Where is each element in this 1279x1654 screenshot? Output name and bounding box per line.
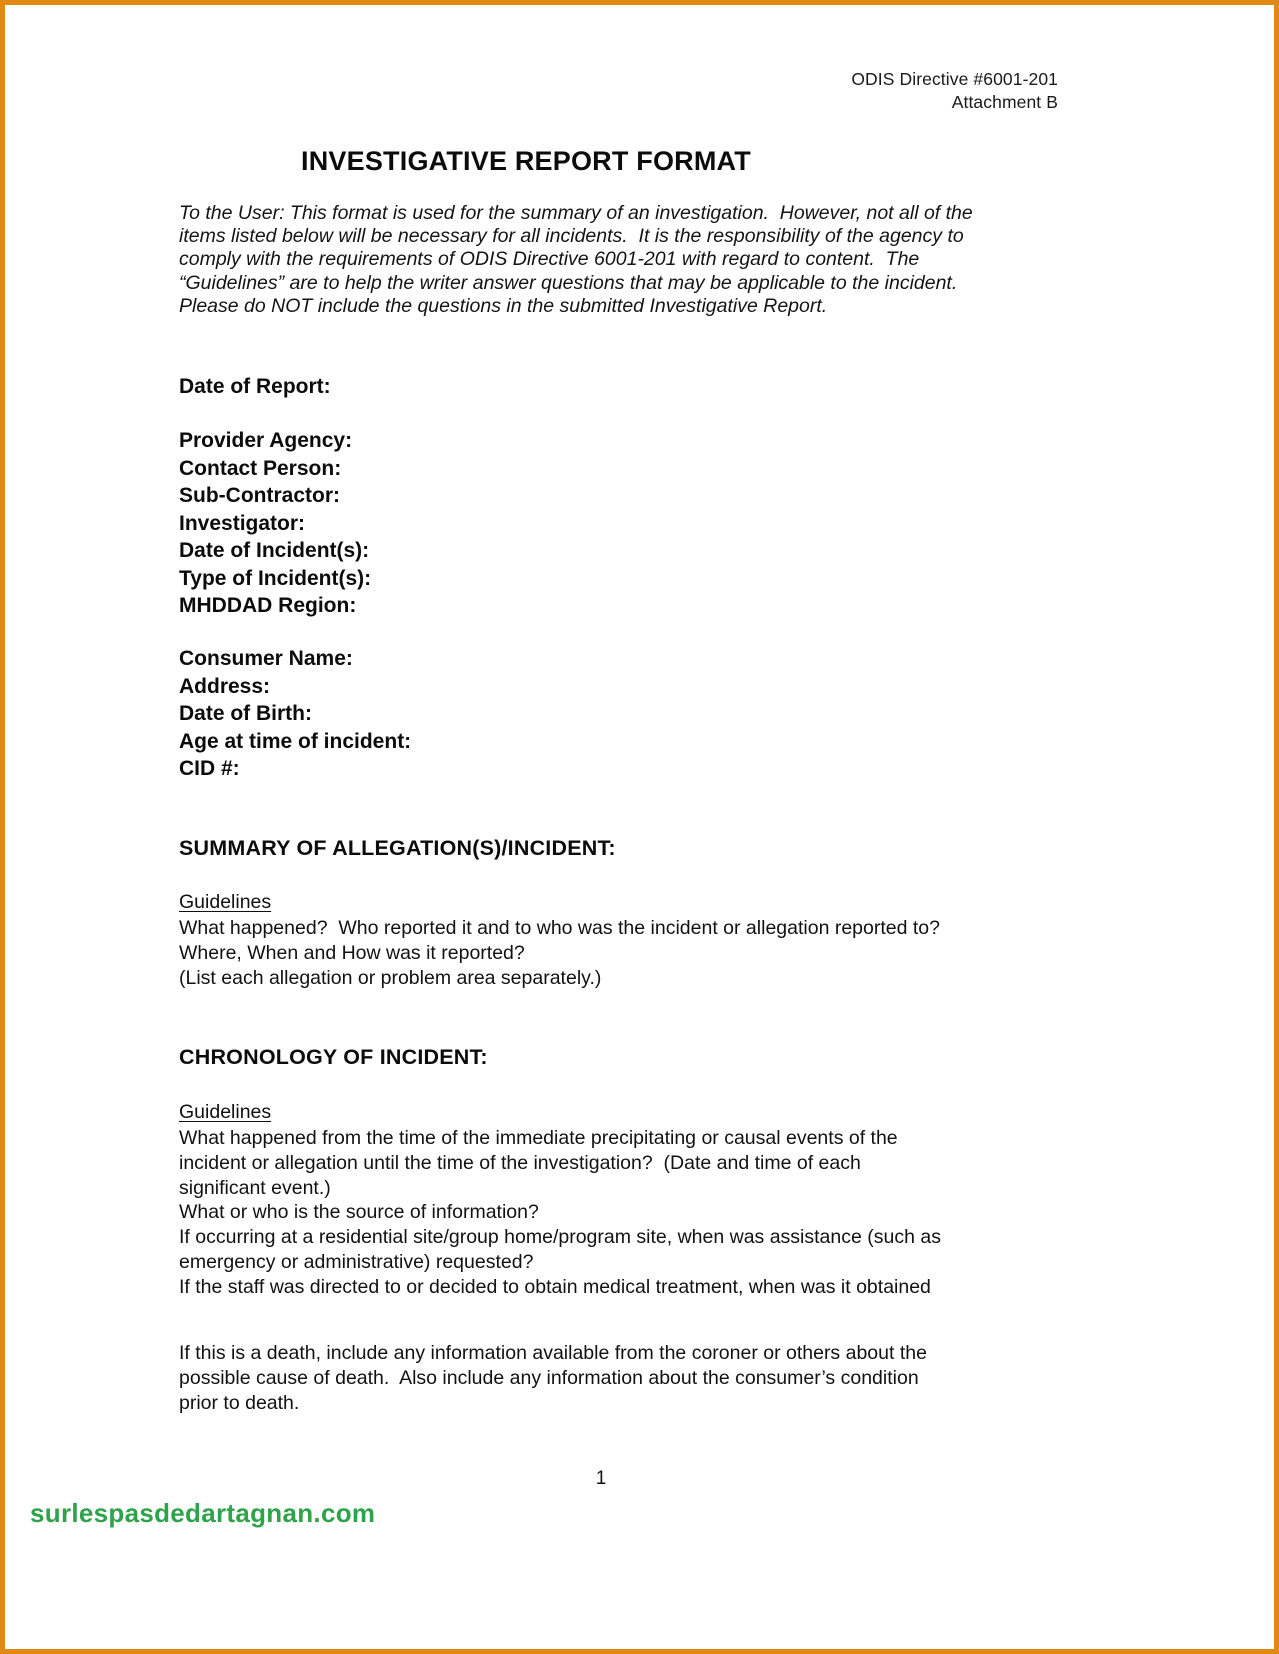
field-label-mhddad-region: MHDDAD Region:: [179, 594, 357, 617]
intro-line: items listed below will be necessary for all incidents. It is the responsibility of the agency to: [179, 225, 964, 248]
section-heading-chronology: CHRONOLOGY OF INCIDENT:: [179, 1045, 488, 1069]
field-label-investigator: Investigator:: [179, 511, 306, 535]
field-label-date-of-birth: Date of Birth:: [179, 702, 312, 725]
guidelines-line: prior to death.: [179, 1391, 300, 1414]
guidelines-line: significant event.): [179, 1176, 331, 1199]
header-attachment-line: Attachment B: [951, 92, 1058, 112]
guidelines-line: Where, When and How was it reported?: [179, 941, 525, 964]
field-label-address: Address:: [179, 674, 271, 698]
page-number: 1: [595, 1468, 607, 1489]
guidelines-line: possible cause of death. Also include any information about the consumer’s condition: [179, 1366, 919, 1389]
guidelines-body-chronology: [179, 1126, 1069, 1300]
guidelines-label-chronology: Guidelines: [179, 1101, 272, 1123]
field-label-sub-contractor: Sub-Contractor:: [179, 484, 340, 507]
guidelines-body-summary: [179, 916, 1069, 990]
guidelines-line: emergency or administrative) requested?: [179, 1250, 534, 1273]
field-label-cid-number: CID #:: [179, 757, 240, 780]
guidelines-line: What happened? Who reported it and to who was the incident or allegation reported to?: [179, 917, 940, 939]
intro-line: “Guidelines” are to help the writer answer questions that may be applicable to the incident.: [179, 271, 958, 294]
field-group-provider: [179, 427, 371, 620]
guidelines-body-chronology-death: [179, 1341, 1069, 1415]
guidelines-line: If occurring at a residential site/group home/program site, when was assistance (such as: [179, 1226, 941, 1249]
intro-line: comply with the requirements of ODIS Directive 6001-201 with regard to content. The: [179, 248, 920, 271]
guidelines-line: If the staff was directed to or decided to obtain medical treatment, when was it obtained: [179, 1275, 931, 1298]
field-label-provider-agency: Provider Agency:: [179, 429, 353, 452]
guidelines-label-summary: Guidelines: [179, 891, 272, 913]
field-label-contact-person: Contact Person:: [179, 456, 342, 480]
site-watermark: surlespasdedartagnan.com: [30, 1498, 376, 1528]
field-label-type-of-incidents: Type of Incident(s):: [179, 566, 372, 590]
header-directive-line: ODIS Directive #6001-201: [851, 69, 1058, 89]
field-label-consumer-name: Consumer Name:: [179, 647, 353, 670]
field-label-date-of-report: Date of Report:: [179, 375, 331, 398]
intro-line: To the User: This format is used for the summary of an investigation. However, not all of the: [179, 202, 973, 224]
intro-line: Please do NOT include the questions in the submitted Investigative Report.: [179, 294, 828, 317]
field-label-date-of-incidents: Date of Incident(s):: [179, 539, 370, 562]
field-group-consumer: [179, 645, 411, 783]
guidelines-line: incident or allegation until the time of the investigation? (Date and time of each: [179, 1151, 861, 1174]
guidelines-line: What or who is the source of information?: [179, 1201, 539, 1224]
guidelines-line: (List each allegation or problem area separately.): [179, 966, 602, 989]
document-body: [26, 6, 1253, 1636]
document-sheet: [26, 6, 1253, 1636]
guidelines-line: What happened from the time of the immediate precipitating or causal events of the: [179, 1127, 898, 1149]
document-header: [851, 68, 1058, 114]
field-label-age-at-time-of-incident: Age at time of incident:: [179, 729, 412, 753]
section-heading-summary: SUMMARY OF ALLEGATION(S)/INCIDENT:: [179, 836, 616, 860]
field-group-report-date: [179, 373, 331, 401]
intro-paragraph: [179, 202, 1009, 318]
guidelines-line: If this is a death, include any information available from the coroner or others about the: [179, 1342, 927, 1364]
page-title: INVESTIGATIVE REPORT FORMAT: [301, 146, 751, 176]
